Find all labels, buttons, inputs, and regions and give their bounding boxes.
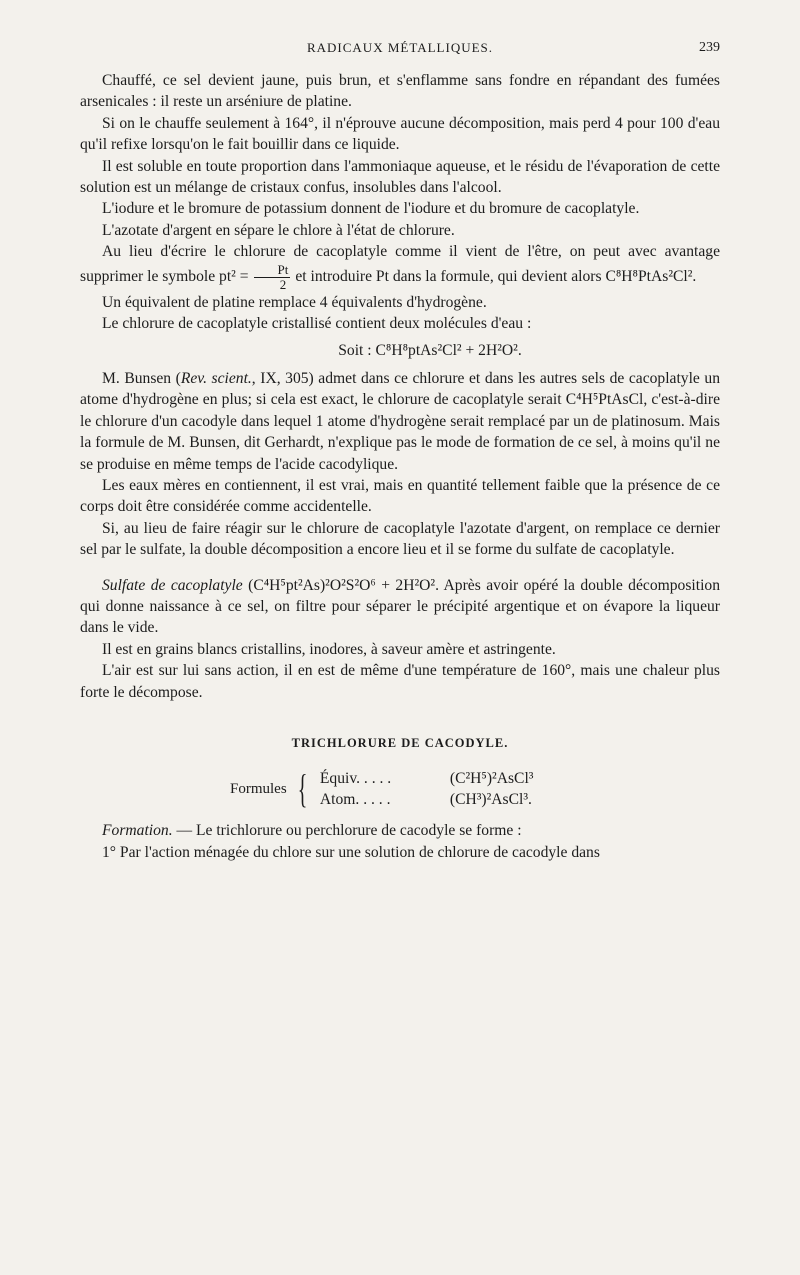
fraction-numerator: Pt (254, 263, 291, 278)
formation-title: Formation. (102, 822, 173, 840)
paragraph: Si, au lieu de faire réagir sur le chlorure de cacoplatyle l'azotate d'argent, on remplace ce dernier sel par le sulfate, la double décomposition a encore lieu et il se forme du sulfate de cacoplatyle. (80, 519, 720, 559)
formula-soit: Soit : C⁸H⁸ptAs²Cl² + 2H²O². (338, 342, 522, 360)
formules-block (230, 768, 720, 810)
formule-row (320, 789, 534, 810)
fraction-text-before: Au lieu d'écrire le chlorure de cacoplatyle comme il vient de l'être, on peut avec avantage supprimer le symbole pt² = (80, 243, 720, 285)
sulfate-title: Sulfate de cacoplatyle (102, 576, 243, 594)
paragraph: Chauffé, ce sel devient jaune, puis brun, et s'enflamme sans fondre en répandant des fumées arsenicales : il reste un arséniure de platine. (80, 72, 720, 111)
bunsen-paragraph (80, 368, 720, 475)
formule-row-value: (CH³)²AsCl³. (449, 791, 532, 809)
formules-label: Formules (230, 780, 287, 797)
paragraph: Il est en grains blancs cristallins, inodores, à saveur amère et astringente. (102, 640, 556, 658)
formation-rest: — Le trichlorure ou perchlorure de cacodyle se forme : (172, 822, 522, 840)
paragraph: L'azotate d'argent en sépare le chlore à l'état de chlorure. (102, 221, 455, 239)
page-header (80, 40, 720, 64)
formule-row-value: (C²H⁵)²AsCl³ (449, 770, 534, 788)
paragraph: 1° Par l'action ménagée du chlore sur une solution de chlorure de cacodyle dans (102, 843, 600, 861)
paragraph: L'iodure et le bromure de potassium donnent de l'iodure et du bromure de cacoplatyle. (102, 200, 640, 218)
fraction (254, 263, 291, 292)
fraction-paragraph (80, 241, 720, 291)
sulfate-rest: (C⁴H⁵pt²As)²O²S²O⁶ + 2H²O². Après avoir opéré la double décomposition qui donne naissance à ce sel, on filtre pour séparer le précipité argentique et on évapore la liqueur dans le vide. (80, 576, 720, 637)
formules-rows (320, 768, 534, 810)
bunsen-reference: Rev. scient. (180, 369, 252, 387)
formation-paragraph (80, 820, 720, 841)
section-title: TRICHLORURE DE CACODYLE. (291, 735, 509, 750)
paragraph: L'air est sur lui sans action, il en est de même d'une température de 160°, mais une chaleur plus forte le décompose. (80, 662, 720, 701)
formule-row (320, 768, 534, 789)
paragraph: Si on le chauffe seulement à 164°, il n'éprouve aucune décomposition, mais perd 4 pour 100 d'eau qu'il refixe lorsqu'on le fait bouillir dans ce liquide. (80, 114, 720, 154)
paragraph: Les eaux mères en contiennent, il est vrai, mais en quantité tellement faible que la présence de ce corps doit être considérée comme accidentelle. (80, 476, 720, 516)
paragraph: Le chlorure de cacoplatyle cristallisé contient deux molécules d'eau : (102, 315, 532, 333)
running-title: RADICAUX MÉTALLIQUES. (306, 40, 494, 55)
bunsen-prefix: M. Bunsen ( (102, 369, 181, 387)
page-number: 239 (699, 40, 720, 55)
fraction-denominator: 2 (279, 276, 287, 292)
brace-icon: { (297, 766, 308, 812)
paragraph: Il est soluble en toute proportion dans l'ammoniaque aqueuse, et le résidu de l'évaporation de cette solution est un mélange de cristaux confus, insolubles dans l'alcool. (80, 157, 720, 197)
paragraph: Un équivalent de platine remplace 4 équivalents d'hydrogène. (102, 293, 487, 311)
bunsen-rest: , IX, 305) admet dans ce chlorure et dans les autres sels de cacoplatyle un atome d'hydrogène en plus; si cela est exact, le chlorure de cacoplatyle serait C⁴H⁵PtAsCl, c'est-à-dire le chlorure d'un cacodyle dans lequel 1 atome d'hydrogène serait remplacé par un de platinosum. Mais la formule de M. Bunsen, dit Gerhardt, n'explique pas le mode de formation de ce sel, à moins qu'il ne se produise en même temps de l'acide cacodylique. (80, 369, 720, 473)
formule-row-name: Atom. . . . . (319, 791, 391, 809)
formule-row-name: Équiv. . . . . (319, 770, 392, 788)
sulfate-paragraph (80, 575, 720, 639)
fraction-text-after: et introduire Pt dans la formule, qui devient alors C⁸H⁸PtAs²Cl². (295, 267, 697, 285)
page-body (80, 70, 720, 863)
